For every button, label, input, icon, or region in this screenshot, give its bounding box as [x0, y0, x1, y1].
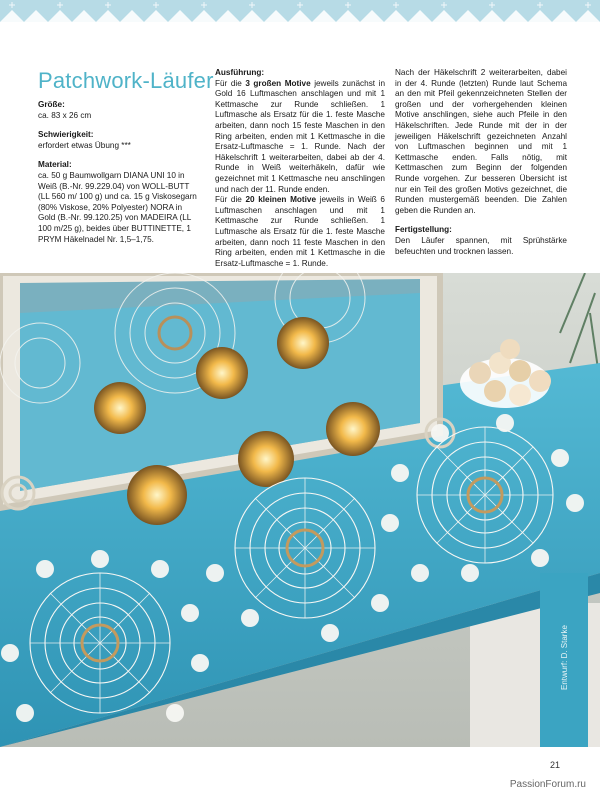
finishing-text: Den Läufer spannen, mit Sprühstärke befeuchten und trocknen lassen.: [395, 235, 567, 256]
instructions-paragraph-3: Nach der Häkelschrift 2 weiterarbeiten, dabei in der 4. Runde (letzten) Runde laut Schema an den mit Pfeil gekennzeichneten Stellen der großen und der vorhergehenden kleinen Motive anschlingen, siehe auch Pfeile in den Häkelschriften. Jede Runde mit der in der jeweiligen Häkelschrift gezeichneten Anzahl von Luftmaschen beginnen und mit 1 Kettmasche enden. Falls nötig, mit Kettmaschen zum Beginn der folgenden Runde vorgehen. Zur besseren Übersicht ist nur ein Teil des großen Motivs gezeichnet, die Runden mustergemäß beenden. Die Zahlen geben die Runden an.: [395, 68, 567, 215]
instructions-paragraph-1: [215, 79, 385, 196]
info-column: [38, 100, 198, 245]
page-number: 21: [549, 760, 560, 770]
para1-bold: 3 großen Motive: [245, 78, 311, 88]
doily-table-photo: [0, 273, 600, 747]
instructions-heading: Ausführung:: [215, 68, 265, 77]
instructions-column-continued: [395, 68, 567, 257]
page-title: Patchwork-Läufer: [38, 68, 214, 93]
size-value: ca. 83 x 26 cm: [38, 110, 92, 120]
material-text: ca. 50 g Baumwollgarn DIANA UNI 10 in Weiß (B.-Nr. 99.229.04) von WOLL-BUTT (LL 560 m/ 100 g) und ca. 15 g Viskosegarn (80% Viskose, 20% Polyester) NORA in Gold (B.-Nr. 99.120.25) von MADEIRA (LL 100 m/25 g), beides über BUTTINETTE, 1 PRYM Häkelnadel Nr. 1,5–1,75.: [38, 170, 197, 244]
photo-credit: Entwurf: D. Starke: [560, 625, 569, 690]
para2-text: jeweils in Weiß 6 Luftmaschen anschlagen und mit 1 Kettmasche zur Runde schließen. 1 Luftmasche als Ersatz für die 1. feste Masche arbeiten, dann noch 11 feste Maschen in den Ring arbeiten, enden mit 1 Kettmasche in die Ersatz-Luftmasche = 1. Runde.: [215, 195, 385, 268]
photo-illustration: [0, 273, 600, 747]
difficulty-heading: Schwierigkeit:: [38, 130, 94, 140]
finishing-heading: Fertigstellung:: [395, 225, 452, 235]
material-heading: Material:: [38, 160, 72, 170]
para1-text: jeweils zunächst in Gold 16 Luftmaschen anschlagen und mit 1 Kettmasche zur Runde schließen. 1 Luftmasche als Ersatz für die 1. feste Masche arbeiten, dann noch 15 feste Maschen in den Ring arbeiten, enden mit 1 Kettmasche in die Ersatz-Luftmasche = 1. Runde. Nach der Häkelschrift 1 weiterarbeiten, dabei ab der 4. Runde in Weiß weiterhäkeln, dafür wie gezeichnet mit 1 Kettmasche neu anschlingen und nach der 11. Runde enden.: [215, 78, 385, 194]
para1-prefix: Für die: [215, 78, 246, 88]
instructions-column: [215, 68, 385, 269]
site-watermark: PassionForum.ru: [509, 779, 586, 790]
size-heading: Größe:: [38, 100, 65, 109]
instructions-paragraph-2: [215, 195, 385, 269]
snowflake-pattern-icon: [0, 0, 600, 22]
para2-prefix: Für die: [215, 195, 246, 205]
difficulty-value: erfordert etwas Übung ***: [38, 140, 131, 150]
para2-bold: 20 kleinen Motive: [245, 195, 316, 205]
decorative-top-border: [0, 0, 600, 22]
